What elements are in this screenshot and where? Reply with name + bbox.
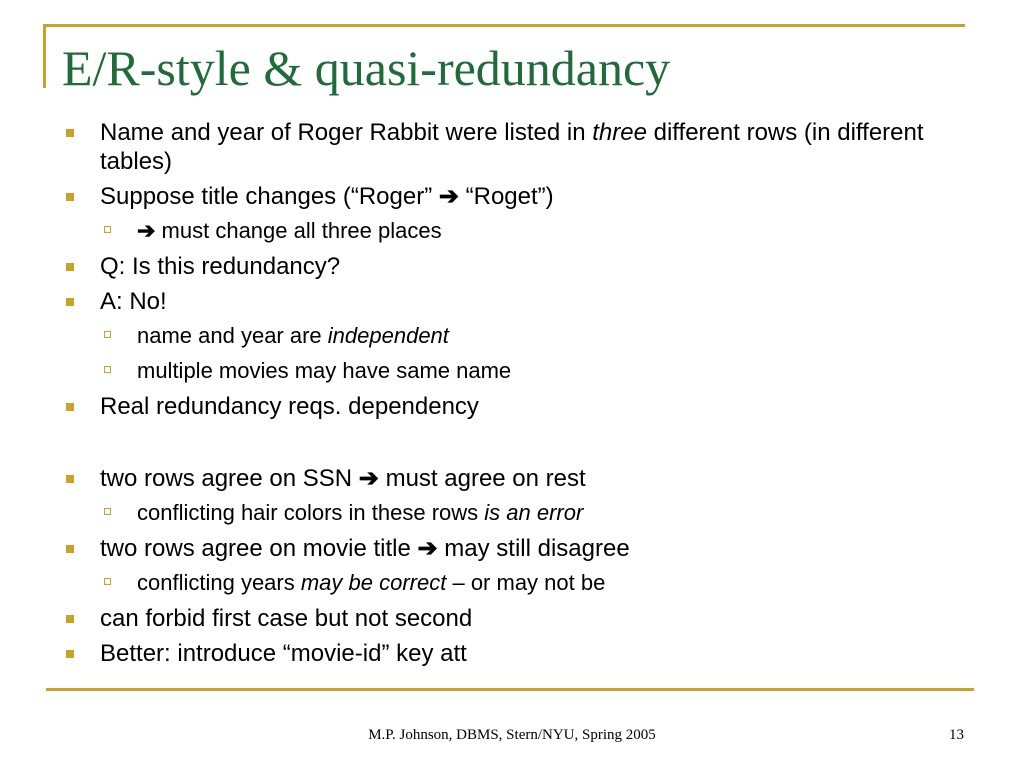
slide-title: E/R-style & quasi-redundancy: [62, 40, 671, 96]
sub-bullet-item: ➔ must change all three places: [60, 217, 960, 244]
hollow-square-bullet-icon: [104, 331, 111, 338]
sub-bullet-item: conflicting hair colors in these rows is an error: [60, 499, 960, 526]
hollow-square-bullet-icon: [104, 578, 111, 585]
square-bullet-icon: [66, 650, 74, 658]
hollow-square-bullet-icon: [104, 366, 111, 373]
right-arrow-icon: ➔: [417, 535, 438, 562]
bullet-item: two rows agree on SSN ➔ must agree on rest: [60, 464, 960, 493]
top-rule: [43, 24, 965, 27]
bullet-item: two rows agree on movie title ➔ may still disagree: [60, 534, 960, 563]
square-bullet-icon: [66, 193, 74, 201]
square-bullet-icon: [66, 403, 74, 411]
sub-bullet-item: conflicting years may be correct – or may not be: [60, 569, 960, 596]
square-bullet-icon: [66, 615, 74, 623]
page-number: 13: [949, 727, 964, 743]
bullet-item: can forbid first case but not second: [60, 604, 960, 633]
right-arrow-icon: ➔: [358, 465, 379, 492]
square-bullet-icon: [66, 545, 74, 553]
square-bullet-icon: [66, 129, 74, 137]
bullet-item: Q: Is this redundancy?: [60, 252, 960, 281]
square-bullet-icon: [66, 475, 74, 483]
spacer: [60, 427, 960, 464]
bullet-item: Better: introduce “movie-id” key att: [60, 639, 960, 668]
footer-text: M.P. Johnson, DBMS, Stern/NYU, Spring 2005: [368, 727, 656, 743]
bullet-item: Name and year of Roger Rabbit were listed in three different rows (in different tables): [60, 118, 960, 176]
bullet-item: Real redundancy reqs. dependency: [60, 392, 960, 421]
right-arrow-icon: ➔: [438, 183, 459, 210]
right-arrow-icon: ➔: [137, 218, 156, 243]
hollow-square-bullet-icon: [104, 508, 111, 515]
left-rule: [43, 24, 46, 88]
bullet-item: A: No!: [60, 287, 960, 316]
square-bullet-icon: [66, 298, 74, 306]
square-bullet-icon: [66, 263, 74, 271]
bullet-item: Suppose title changes (“Roger” ➔ “Roget”): [60, 182, 960, 211]
bottom-rule: [46, 688, 974, 691]
slide-body: [60, 118, 960, 674]
hollow-square-bullet-icon: [104, 226, 111, 233]
sub-bullet-item: multiple movies may have same name: [60, 357, 960, 384]
sub-bullet-item: name and year are independent: [60, 322, 960, 349]
